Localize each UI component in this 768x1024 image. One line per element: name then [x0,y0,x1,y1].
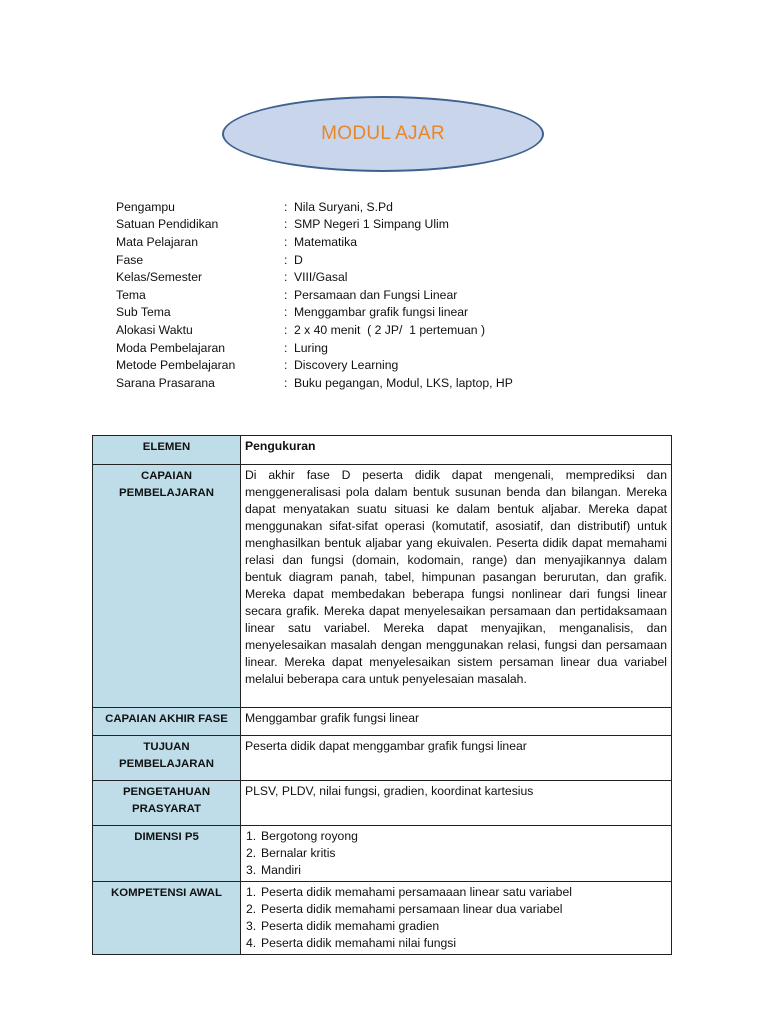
info-colon: : [284,358,288,373]
key-text: PRASYARAT [132,803,201,815]
list-number: 3. [246,919,257,933]
document-title: MODUL AJAR [321,123,445,144]
table-row-dimensi-p5 [93,826,672,882]
table-row-elemen [93,436,672,465]
list-item [245,884,667,901]
value-text: Menggambar grafik fungsi linear [245,711,420,725]
value-text: Pengukuran [245,439,316,453]
info-colon: : [284,340,288,355]
list-item [245,845,667,862]
key-text: PEMBELAJARAN [119,487,214,499]
info-row-metode-pembelajaran [116,356,676,374]
learning-table [92,435,672,955]
row-key [93,882,241,955]
info-label: Sub Tema [116,305,171,320]
table-row-kompetensi-awal [93,882,672,955]
key-text: TUJUAN [143,741,190,753]
row-key [93,436,241,465]
info-label: Pengampu [116,199,175,214]
info-value: Luring [294,340,328,355]
info-label: Moda Pembelajaran [116,340,226,355]
info-row-sarana-prasarana [116,374,676,392]
info-value: Persamaan dan Fungsi Linear [294,287,458,302]
row-value [241,781,672,826]
row-value [241,736,672,781]
info-value: Buku pegangan, Modul, LKS, laptop, HP [294,375,513,390]
value-text: Peserta didik dapat menggambar grafik fungsi linear [245,739,527,753]
info-row-kelas-semester [116,268,676,286]
key-text: ELEMEN [142,441,191,453]
info-row-moda-pembelajaran [116,339,676,357]
table-row-capaian-akhir-fase [93,708,672,736]
info-row-tema [116,286,676,304]
list-text: Bergotong royong [261,829,358,843]
info-value: Nila Suryani, S.Pd [294,199,393,214]
table-row-pengetahuan-prasyarat [93,781,672,826]
info-row-pengampu [116,198,676,216]
info-label: Kelas/Semester [116,270,203,285]
info-label: Fase [116,252,144,267]
value-text: PLSV, PLDV, nilai fungsi, gradien, koordinat kartesius [245,784,534,798]
list-number: 4. [246,936,257,950]
info-label: Metode Pembelajaran [116,358,236,373]
row-value [241,882,672,955]
row-key [93,826,241,882]
info-row-fase [116,251,676,269]
list-text: Bernalar kritis [261,846,336,860]
list-number: 3. [246,863,257,877]
module-info [116,198,676,392]
info-value: D [294,252,303,267]
list-item [245,901,667,918]
info-label: Alokasi Waktu [116,322,193,337]
list-number: 1. [246,829,257,843]
list-text: Peserta didik memahami persamaan linear dua variabel [261,902,563,916]
info-value: Discovery Learning [294,358,399,373]
key-text: PENGETAHUAN [122,786,211,798]
value-text: Di akhir fase D peserta didik dapat mengenali, memprediksi dan menggeneralisasi pola dalam bentuk susunan benda dan bilangan. Mereka dapat menyatakan suatu situasi ke dalam bentuk aljabar. Mereka dapat menggunakan sifat-sifat operasi (komutatif, asosiatif, dan distributif) untuk menghasilkan bentuk aljabar yang ekuivalen. Peserta didik dapat memahami relasi dan fungsi (domain, kodomain, range) dan menyajikannya dalam bentuk diagram panah, tabel, himpunan pasangan berurutan, dan grafik. Mereka dapat membedakan beberapa fungsi nonlinear dari fungsi linear secara grafik. Mereka dapat menyelesaikan persamaan dan pertidaksamaan linear satu variabel. Mereka dapat menyajikan, menganalisis, dan menyelesaikan masalah dengan menggunakan relasi, fungsi dan persamaan linear. Mereka dapat menyelesaikan sistem persaman linear dua variabel melalui beberapa cara untuk penyelesaian masalah. [245,468,667,686]
row-key [93,465,241,708]
info-value: 2 x 40 menit ( 2 JP/ 1 pertemuan ) [294,322,486,337]
row-value [241,465,672,708]
list-text: Peserta didik memahami nilai fungsi [261,936,457,950]
key-text: DIMENSI P5 [134,831,199,843]
numbered-list [245,884,667,952]
list-item [245,828,667,845]
key-text: PEMBELAJARAN [119,758,214,770]
row-key [93,708,241,736]
row-value [241,826,672,882]
list-item [245,862,667,879]
info-value: VIII/Gasal [294,270,348,285]
info-label: Tema [116,287,146,302]
info-colon: : [284,199,288,214]
title-oval [222,96,544,172]
row-key [93,781,241,826]
info-row-alokasi-waktu [116,321,676,339]
info-value: Menggambar grafik fungsi linear [294,305,469,320]
list-item [245,935,667,952]
info-colon: : [284,252,288,267]
info-colon: : [284,305,288,320]
info-label: Sarana Prasarana [116,375,215,390]
list-text: Peserta didik memahami persamaaan linear satu variabel [261,885,572,899]
info-label: Mata Pelajaran [116,234,198,249]
info-colon: : [284,287,288,302]
row-value [241,436,672,465]
table-row-tujuan-pembelajaran [93,736,672,781]
info-colon: : [284,375,288,390]
info-row-mata-pelajaran [116,233,676,251]
info-value: SMP Negeri 1 Simpang Ulim [294,217,449,232]
info-colon: : [284,234,288,249]
info-row-satuan-pendidikan [116,216,676,234]
list-number: 1. [246,885,257,899]
numbered-list [245,828,667,879]
row-key [93,736,241,781]
key-text: KOMPETENSI AWAL [111,887,222,899]
info-colon: : [284,322,288,337]
key-text: CAPAIAN [140,470,193,482]
list-number: 2. [246,902,257,916]
info-colon: : [284,270,288,285]
key-text: CAPAIAN AKHIR FASE [105,713,228,725]
row-value [241,708,672,736]
info-label: Satuan Pendidikan [116,217,219,232]
list-text: Mandiri [261,863,301,877]
list-number: 2. [246,846,257,860]
table-row-capaian-pembelajaran [93,465,672,708]
info-colon: : [284,217,288,232]
info-value: Matematika [294,234,357,249]
info-row-sub-tema [116,304,676,322]
list-item [245,918,667,935]
list-text: Peserta didik memahami gradien [261,919,440,933]
